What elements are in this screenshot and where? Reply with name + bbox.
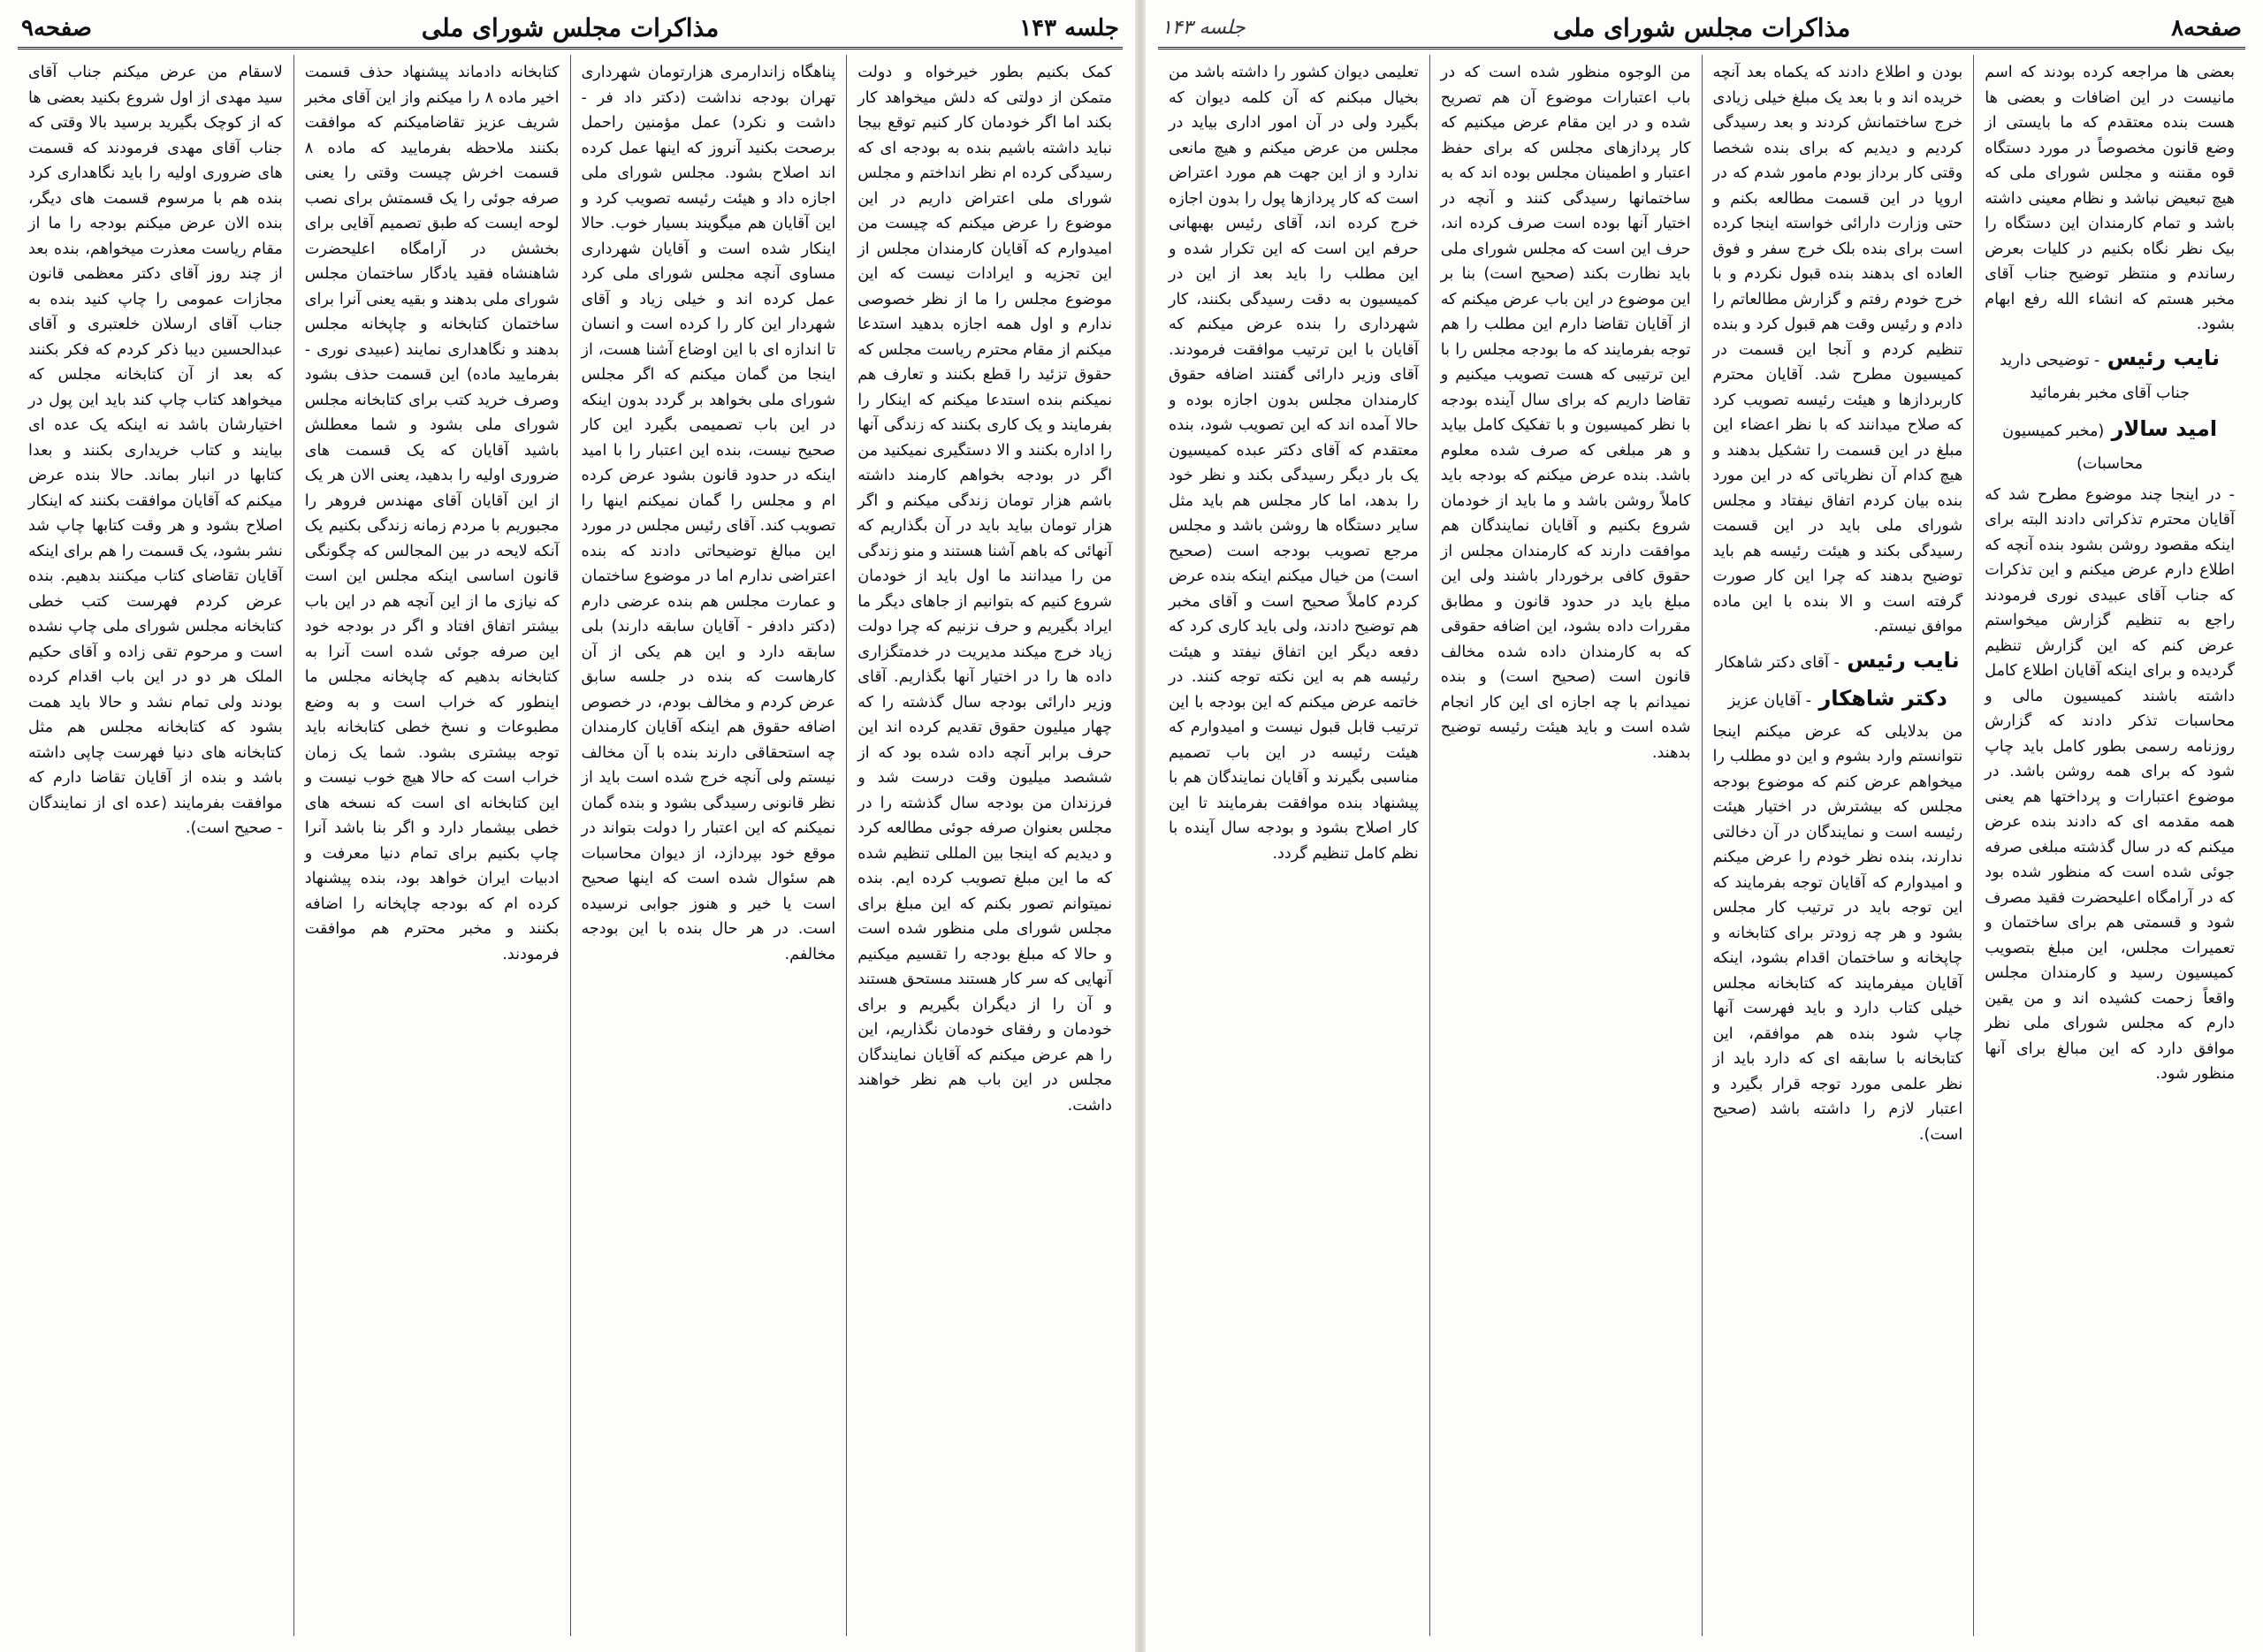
paragraph: من بدلایلی که عرض میکنم اینجا نتوانستم وارد بشوم و این دو مطلب را میخواهم عرض کنم که موضوع بودجه مجلس که بیشترش در اختیار هیئت رئیسه است و نمایندگان در آن دخالتی ندارند، بنده نظر خودم را عرض میکنم و امیدوارم که آقایان توجه بفرمایند که این توجه باید در ترتیب کار مجلس بشود و هر چه زودتر برای کتابخانه و چاپخانه و ساختمان اقدام بشود، اینکه آقایان میفرمایند که کتابخانه مجلس خیلی کتاب دارد و باید فهرست آنها چاپ شود بنده هم موافقم، این کتابخانه با سابقه ای که دارد باید از نظر علمی مورد توجه قرار بگیرد و اعتبار لازم را داشته باشد (صحیح است). xyxy=(1712,722,1963,1144)
speaker-name: دکتر شاهکار xyxy=(1818,685,1947,711)
paragraph: تعلیمی دیوان کشور را داشته باشد من بخیال مبکنم که آن کلمه دیوان که بگیرد ولی در آن امور اداری بیاید در مجلس من عرض میکنم و هیچ مانعی ندارد و از این جهت هم مورد اعتراض است که کار پردازها پول را بدون اجازه خرج کرده اند، آقای رئیس بهبهانی حرفم این است که این تکرار شده و این مطلب را باید بعد از این در کمیسیون به دقت رسیدگی بکنند، کار شهرداری را بنده عرض میکنم که آقایان با این ترتیب موافقت فرمودند. آقای وزیر دارائی گفتند اضافه حقوق کارمندان مجلس بدون اجازه بوده و حالا آمده اند که این تصویب شود، بنده معتقدم که آقای دکتر عبده کمیسیون یک بار دیگر رسیدگی بکند و نظر خود را بدهد، اما کار مجلس هم باید مثل سایر دستگاه ها روشن باشد و مجلس مرجع تصویب بودجه است (صحیح است) من خیال میکنم اینکه بنده عرض کردم کاملاً صحیح است و آقای مخبر هم توضیح دادند، ولی باید کاری کرد که دفعه دیگر این اتفاق نیفتد و هیئت رئیسه هم به این نکته توجه کنند. در خاتمه عرض میکنم که این بودجه با این ترتیب قابل قبول نیست و امیدوارم که هیئت رئیسه در این باب تصمیم مناسبی بگیرند و آقایان نمایندگان هم با پیشنهاد بنده موافقت بفرمایند تا این کار اصلاح بشود و بودجه سال آینده با نظم کامل تنظیم گردد. xyxy=(1169,64,1419,863)
text-column xyxy=(846,55,1123,1636)
paragraph: - در اینجا چند موضوع مطرح شد که آقایان محترم تذکراتی دادند البته برای اینکه مقصود روشن بشود بنده آنچه که اطلاع دارم عرض میکنم و این تذکرات که جناب آقای عبیدی نوری فرمودند راجع به تنظیم گزارش میخواستم عرض کنم که این گزارش تنظیم گردیده و برای اینکه آقایان اطلاع کامل داشته باشند کمیسیون مالی و محاسبات تذکر دادند که گزارش روزنامه رسمی بطور کامل باید چاپ شود که برای همه روشن باشد. در موضوع اعتبارات و پرداختها هم یعنی همه مقدمه ای که دادند بنده عرض میکنم که در سال گذشته مبلغی صرفه جوئی شده است که منظور شده بود که در آرامگاه اعلیحضرت فقید مصرف شود و قسمتی هم برای ساختمان و تعمیرات مجلس، این مبلغ بتصویب کمیسیون رسید و کارمندان مجلس واقعاً زحمت کشیده اند و من یقین دارم که مجلس شورای ملی نظر موافق دارد که این مبالغ برای آنها منظور شود. xyxy=(1985,485,2235,1083)
right-page-number: صفحه۸ xyxy=(2171,15,2242,42)
right-page-header xyxy=(1158,12,2245,49)
text-column xyxy=(1702,55,1974,1636)
speaker-heading xyxy=(1713,645,1963,678)
paragraph: پناهگاه زاندارمری هزارتومان شهرداری تهران بودجه نداشت (دکتر داد فر - داشت و نکرد) عمل مؤمنین راحمل برصحت بکنید آنروز که اینها عمل کرده اند اصلاح بشود. مجلس شورای ملی اجازه داد و هیئت رئیسه تصویب کرد و این آقایان هم میگویند بسیار خوب. حالا اینکار شده است و آقایان شهرداری مساوی آنچه مجلس شورای ملی کرد عمل کرده اند و خیلی زیاد و آقای شهردار این کار را کرده است و انسان تا اندازه ای با این اوضاع آشنا هست، از اینجا من گمان میکنم که اگر مجلس شورای ملی بخواهد بر گردد بدون اینکه در این باب تصمیمی بگیرد این کار صحیح نیست، بنده این اعتبار را با امید اینکه در حدود قانون بشود عرض کرده ام و مجلس را گمان نمیکنم اینها را تصویب کند. آقای رئیس مجلس در مورد این مبالغ توضیحاتی دادند که بنده اعتراضی ندارم اما در موضوع ساختمان و عمارت مجلس هم بنده عرضی دارم (دکتر دادفر - آقایان سابقه دارند) بلی سابقه دارد و این هم یکی از آن کارهاست که بنده در جلسه سابق عرض کردم و مخالف بودم، در خصوص اضافه حقوق هم اینکه آقایان کارمندان چه استحقاقی دارند بنده با آن مخالف نیستم ولی آنچه خرج شده است باید از نظر قانونی رسیدگی بشود و بنده گمان نمیکنم که این اعتبار را دولت بتواند در موقع خود بپردازد، از دیوان محاسبات هم سئوال شده است که اینها صحیح است یا خیر و هنوز جوابی نرسیده است. در هر حال بنده با این بودجه مخالفم. xyxy=(581,64,836,963)
speaker-role: - آقایان عزیز xyxy=(1727,691,1812,710)
speaker-heading xyxy=(1713,683,1963,716)
speaker-name: نایب رئیس xyxy=(2107,345,2221,370)
speaker-heading xyxy=(1985,414,2235,479)
speaker-role: - توضیحی دارید جناب آقای مخبر بفرمائید xyxy=(2000,351,2191,402)
text-column xyxy=(18,55,293,1636)
right-columns xyxy=(1158,55,2245,1636)
paragraph: کمک بکنیم بطور خیرخواه و دولت متمکن از دولتی که دلش میخواهد کار بکند اما اگر خودمان کار کنیم توقع بیجا نباید داشته باشیم بنده به بودجه ای که رسیدگی کرده ام نظر انداختم و مجلس شورای ملی اعتراض داریم در این موضوع را عرض میکنم که چیست من امیدوارم که آقایان کارمندان مجلس از این تجزیه و ایرادات نیست که این موضوع مجلس را ما از نظر خصوصی ندارم و اول همه اجازه بدهید استدعا میکنم از مقام محترم ریاست مجلس که حقوق تزئید را قطع بکنند و تعارف هم نمیکنم بنده استدعا میکنم که اینکار را بفرمایند و یک کاری بکنند که زندگی آنها را اداره بکنند و الا دستگیری نمیکنید من اگر در بودجه بخواهم کارمند داشته باشم هزار تومان زندگی میکنم و اگر هزار تومان بیاید باید در آن بگذاریم که آنهائی که باهم آشنا هستند و منو زندگی من را میدانند ما اول باید از خودمان شروع کنیم که بتوانیم از جاهای دیگر ما ایراد بگیریم و حرف نزنیم که چرا دولت زیاد خرج میکند مدیریت در خدمتگزاری داده ها را در اختیار آنها بگذاریم. آقای وزیر دارائی بودجه سال گذشته را که چهار میلیون حقوق تقدیم کرده اند این حرف برابر آنچه داده شده بود که از ششصد میلیون وقت درست شد و فرزندان من بودجه سال گذشته را در مجلس بعنوان صرفه جوئی مطالعه کرد و دیدیم که اینجا بین المللی تنظیم شده که ما این مبلغ تصویب کرده ایم. بنده نمیتوانم تصور بکنم که این مبلغ برای مجلس شورای ملی منظور شده است و حالا که مبلغ بودجه را تقسیم میکنیم آنهایی که سر کار هستند مستحق هستند و آن را از دیگران بگیریم و برای خودمان و رفقای خودمان نگذاریم، این را هم عرض میکنم که آقایان نمایندگان مجلس در این باب هم نظر خواهند داشت. xyxy=(857,64,1112,1115)
speaker-role: (مخبر کمیسیون محاسبات) xyxy=(2002,422,2144,473)
left-page-number: صفحه۹ xyxy=(21,15,92,42)
speaker-name: امید سالار xyxy=(2111,415,2218,441)
text-column xyxy=(293,55,570,1636)
left-session-number: جلسه ۱۴۳ xyxy=(1019,15,1119,42)
paragraph: بودن و اطلاع دادند که یکماه بعد آنچه خریده اند و با بعد یک مبلغ خیلی زیادی خرج ساختمانش کردند و بعد رسیدگی کردیم و دیدیم که برای بنده شخصا وقتی کار برداز بودم مامور شدم که در اروپا در این قسمت مطالعه بکنم و حتی وزارت دارائی خواسته اینجا کرده است برای بنده بلک خرج سفر و فوق العاده ای بدهند بنده قبول نکردم و با خرج خودم رفتم و گزارش مطالعاتم را دادم و رئیس وقت هم قبول کرد و بنده تنظیم کردم و آنجا این قسمت در کمیسیون مطرح شد. آقایان محترم کاربردازها و هیئت رئیسه تصویب کرد که صلاح میدانند که با نظر اعضاء این مبلغ در این قسمت را تشکیل بدهند و هیچ کدام آن نظریاتی که در این مورد بنده بیان کردم اتفاق نیفتاد و مجلس شورای ملی باید در این قسمت رسیدگی بکند و هیئت رئیسه هم باید توضیح بدهند که چرا این کار صورت گرفته است و الا بنده با این ماده موافق نیستم. xyxy=(1712,64,1963,636)
paragraph: من الوجوه منظور شده است که در باب اعتبارات موضوع آن هم تصریح شده و در این مقام عرض میکنیم که کار پردازهای مجلس که برای حفظ اعتبار و اطمینان مجلس بوده اند که به ساختمانها رسیدگی کنند و آنچه در اختیار آنها بوده است صرف کرده اند، حرف این است که مجلس شورای ملی باید نظارت بکند (صحیح است) بنا بر این موضوع در این باب عرض میکنم که از آقایان تقاضا دارم این مطلب را هم توجه بفرمایند که ما بودجه مجلس را با این ترتیبی که هست تصویب میکنیم و تقاضا داریم که برای سال آینده بودجه با نظر کمیسیون و با تفکیک کامل بیاید و هر مبلغی که صرف شده معلوم باشد. بنده عرض میکنم که بودجه باید کاملاً روشن باشد و ما باید از خودمان شروع بکنیم و آقایان نمایندگان هم موافقت دارند که کارمندان مجلس از حقوق کافی برخوردار باشند ولی این مبلغ باید در حدود قانون و مطابق مقررات داده بشود، این اضافه حقوقی که به کارمندان داده شده مخالف قانون است (صحیح است) و بنده نمیدانم با چه اجازه ای این کار انجام شده است و باید هیئت رئیسه توضیح بدهند. xyxy=(1440,64,1691,762)
right-session-number: جلسه ۱۴۳ xyxy=(1162,17,1246,39)
paragraph: لاسقام من عرض میکنم جناب آقای سید مهدی از اول شروع بکنید بعضی ها که از کوچک بگیرید برسید بالا وقتی که جناب آقای مهدی فرمودند که قسمت های ضروری اولیه را باید نگاهداری کرد بنده هم با مرسوم قسمت های دیگر، بنده الان عرض میکنم بودجه را ما از مقام ریاست معذرت میخواهم، بنده بعد از چند روز آقای دکتر معظمی قانون مجازات عمومی را چاپ کنید بنده به جناب آقای ارسلان خلعتبری و آقای عبدالحسین دیبا ذکر کردم که فکر بکنند که بعد از آن کتابخانه مجلس که میخواهد کتاب چاپ کند باید این پول در اختیارشان باشد نه اینکه یک عده ای بیایند و کتاب خریداری بکنند و بعدا کتابها در انبار بماند. حالا بنده عرض میکنم که آقایان موافقت بکنند که اینکار اصلاح بشود و هر وقت کتابها چاپ شد نشر بشود، یک قسمت را هم برای اینکه آقایان تقاضای کتاب میکنند بدهیم. بنده عرض کردم فهرست کتب خطی کتابخانه مجلس شورای ملی چاپ نشده است و مرحوم تقی زاده و آقای حکیم الملک هر دو در این باب اقدام کرده بودند ولی تمام نشد و حالا باید همت بشود که کتابخانه مجلس هم مثل کتابخانه های دنیا فهرست چاپی داشته باشد و بنده از آقایان تقاضا دارم که موافقت بفرمایند (عده ای از نمایندگان - صحیح است). xyxy=(28,64,283,837)
right-page xyxy=(1140,0,2263,1652)
speaker-name: نایب رئیس xyxy=(1847,647,1960,673)
text-column xyxy=(1973,55,2245,1636)
text-column xyxy=(1158,55,1429,1636)
speaker-role: - آقای دکتر شاهکار xyxy=(1716,653,1840,672)
left-columns xyxy=(18,55,1123,1636)
left-page-header xyxy=(18,12,1123,49)
paragraph: کتابخانه دادماند پیشنهاد حذف قسمت اخیر ماده ۸ را میکنم واز این آقای مخبر شریف عزیز تقاضامیکنم که موافقت بکنند ملاحظه بفرمایید که ماده ۸ قسمت اخرش چیست وقتی را یعنی صرفه جوئی را یک قسمتش برای نصب لوحه ایست که طبق تصمیم آقایی برای بخشش در آرامگاه اعلیحضرت شاهنشاه فقید یادگار ساختمان مجلس شورای ملی بدهند و بقیه یعنی آنرا برای ساختمان کتابخانه و چاپخانه مجلس بدهند و نگاهداری نمایند (عبیدی نوری - بفرمایید ماده) این قسمت حذف بشود وصرف خرید کتب برای کتابخانه مجلس شورای ملی بشود و شما معطلش باشید آقایان که یک قسمت های ضروری اولیه را بدهید، یعنی الان هر یک از این آقایان آقای مهندس فروهر را مجبوریم با مردم زمانه زندگی بکنیم یک آنکه لایحه در بین المجالس که چگونگی قانون اساسی اینکه مجلس این است که نیازی ما از این آنچه هم در این باب بیشتر اتفاق افتاد و اگر در بودجه خود این صرفه جوئی شده است آنرا به کتابخانه بدهیم که چاپخانه مجلس ما اینطور که خراب است و به وضع مطبوعات و نسخ خطی کتابخانه باید توجه بیشتری بشود. شما یک زمان خراب است که حالا هیچ خوب نیست و این کتابخانه ای است که نسخه های خطی بیشمار دارد و اگر بنا باشد آنرا چاپ بکنیم برای تمام دنیا معرفت و ادبیات ایران خواهد بود، بنده پیشنهاد کرده ام که بودجه چاپخانه را اضافه بکنند و مخبر محترم هم موافقت فرمودند. xyxy=(304,64,560,963)
right-page-title: مذاکرات مجلس شورای ملی xyxy=(1552,13,1851,42)
text-column xyxy=(570,55,847,1636)
left-page-title: مذاکرات مجلس شورای ملی xyxy=(421,13,720,42)
text-column xyxy=(1429,55,1702,1636)
paragraph: بعضی ها مراجعه کرده بودند که اسم مانیست در این اضافات و بعضی ها هست بنده معتقدم که ما بایستی از وضع قانون مخصوصاً در مورد دستگاه قوه مقننه و مجلس شورای ملی که هیچ تبعیض نباشد و نظام معینی داشته باشد و تمام کارمندان این دستگاه را بیک نظر نگاه بکنیم در کلیات بعرض رساندم و منتظر توضیح جناب آقای مخبر هستم که انشاء الله رفع ابهام بشود. xyxy=(1985,64,2235,333)
book-gutter xyxy=(1135,0,1146,1652)
speaker-heading xyxy=(1985,343,2235,408)
